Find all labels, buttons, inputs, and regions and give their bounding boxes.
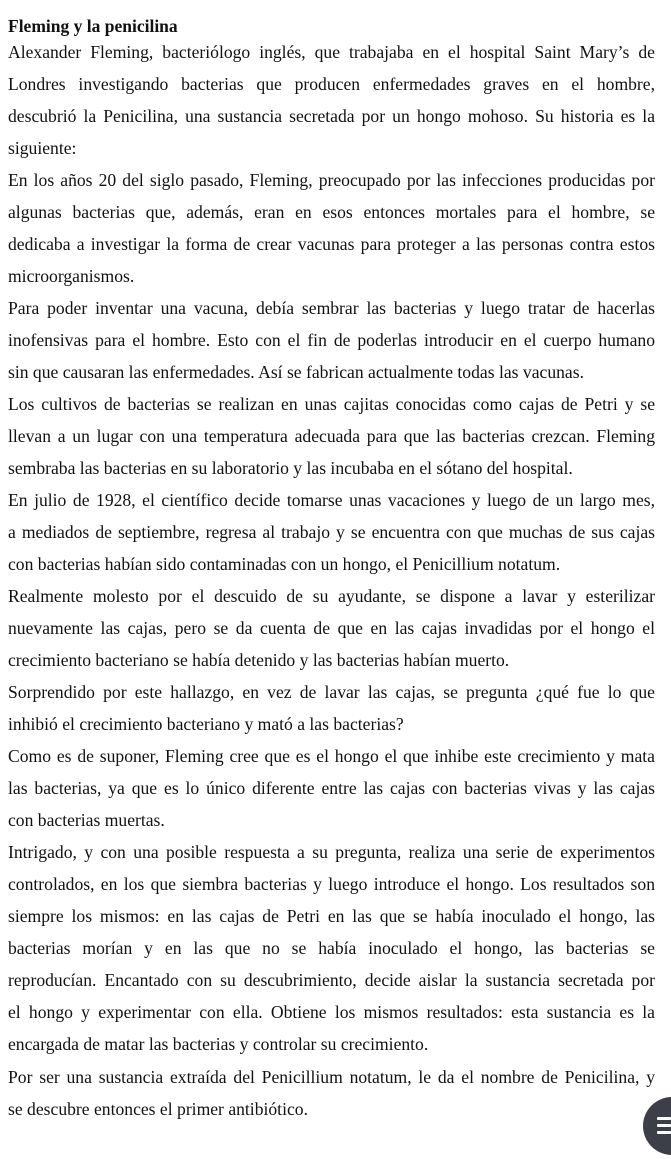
paragraph: [8, 836, 655, 1060]
paragraph-line: Londres investigando bacterias que producen enfermedades graves en el hombre,: [8, 74, 655, 95]
paragraph-line: reproducían. Encantado con su descubrimiento, decide aislar la sustancia secretada por: [8, 970, 655, 991]
paragraph-line: sin que causaran las enfermedades. Así se fabrican actualmente todas las vacunas.: [8, 362, 584, 383]
paragraph: [8, 36, 655, 164]
paragraph-line: bacterias morían y en las que no se había inoculado el hongo, las bacterias se: [8, 938, 655, 959]
document-title: Fleming y la penicilina: [8, 16, 178, 36]
paragraph-line: siempre los mismos: en las cajas de Petri en las que se había inoculado el hongo, las: [8, 906, 655, 927]
paragraph-line: controlados, en los que siembra bacterias y luego introduce el hongo. Los resultados son: [8, 874, 655, 895]
paragraph-line: Sorprendido por este hallazgo, en vez de lavar las cajas, se pregunta ¿qué fue lo que: [8, 682, 655, 703]
paragraph-line: el hongo y experimentar con ella. Obtiene los mismos resultados: esta sustancia es la: [8, 1002, 655, 1023]
paragraph-line: Como es de suponer, Fleming cree que es el hongo el que inhibe este crecimiento y mata: [8, 746, 655, 767]
paragraph-line: dedicaba a investigar la forma de crear vacunas para proteger a las personas contra estos: [8, 234, 655, 255]
paragraph-line: descubrió la Penicilina, una sustancia secretada por un hongo mohoso. Su historia es la: [8, 106, 655, 127]
paragraph-line: las bacterias, ya que es lo único diferente entre las cajas con bacterias vivas y las cajas: [8, 778, 655, 799]
paragraph-line: nuevamente las cajas, pero se da cuenta de que en las cajas invadidas por el hongo el: [8, 618, 655, 639]
paragraph-line: inhibió el crecimiento bacteriano y mató a las bacterias?: [8, 714, 404, 735]
document-body: [8, 36, 655, 1125]
paragraph-line: algunas bacterias que, además, eran en esos entonces mortales para el hombre, se: [8, 202, 655, 223]
paragraph-line: llevan a un lugar con una temperatura adecuada para que las bacterias crezcan. Fleming: [8, 426, 655, 447]
document: [8, 14, 655, 1125]
paragraph-line: Por ser una sustancia extraída del Penicillium notatum, le da el nombre de Penicilina, y: [8, 1066, 655, 1087]
paragraph-line: Para poder inventar una vacuna, debía sembrar las bacterias y luego tratar de hacerlas: [8, 298, 655, 319]
paragraph: [8, 388, 655, 484]
paragraph-line: inofensivas para el hombre. Esto con el fin de poderlas introducir en el cuerpo humano: [8, 330, 655, 351]
paragraph-line: a mediados de septiembre, regresa al trabajo y se encuentra con que muchas de sus cajas: [8, 522, 655, 543]
paragraph-line: Intrigado, y con una posible respuesta a su pregunta, realiza una serie de experimentos: [8, 842, 655, 863]
paragraph-line: crecimiento bacteriano se había detenido y las bacterias habían muerto.: [8, 650, 510, 671]
paragraph: [8, 164, 655, 292]
paragraph: [8, 676, 655, 740]
paragraph-line: Los cultivos de bacterias se realizan en unas cajitas conocidas como cajas de Petri y se: [8, 394, 655, 415]
paragraph: [8, 292, 655, 388]
paragraph-line: En julio de 1928, el científico decide tomarse unas vacaciones y luego de un largo mes,: [8, 490, 655, 511]
paragraph: [8, 484, 655, 580]
paragraph-line: con bacterias muertas.: [8, 810, 165, 831]
paragraph-line: En los años 20 del siglo pasado, Fleming, preocupado por las infecciones producidas por: [8, 170, 655, 191]
paragraph-line: Alexander Fleming, bacteriólogo inglés, que trabajaba en el hospital Saint Mary’s de: [8, 42, 655, 62]
paragraph-line: siguiente:: [8, 138, 77, 159]
paragraph-line: sembraba las bacterias en su laboratorio y las incubaba en el sótano del hospital.: [8, 458, 573, 479]
paragraph-line: con bacterias habían sido contaminadas con un hongo, el Penicillium notatum.: [8, 554, 561, 575]
paragraph-line: Realmente molesto por el descuido de su ayudante, se dispone a lavar y esterilizar: [8, 586, 655, 607]
paragraph: [8, 740, 655, 836]
paragraph: [8, 580, 655, 676]
paragraph: [8, 1061, 655, 1125]
paragraph-line: microorganismos.: [8, 266, 135, 287]
paragraph-line: se descubre entonces el primer antibiótico.: [8, 1098, 308, 1119]
paragraph-line: encargada de matar las bacterias y controlar su crecimiento.: [8, 1034, 429, 1055]
